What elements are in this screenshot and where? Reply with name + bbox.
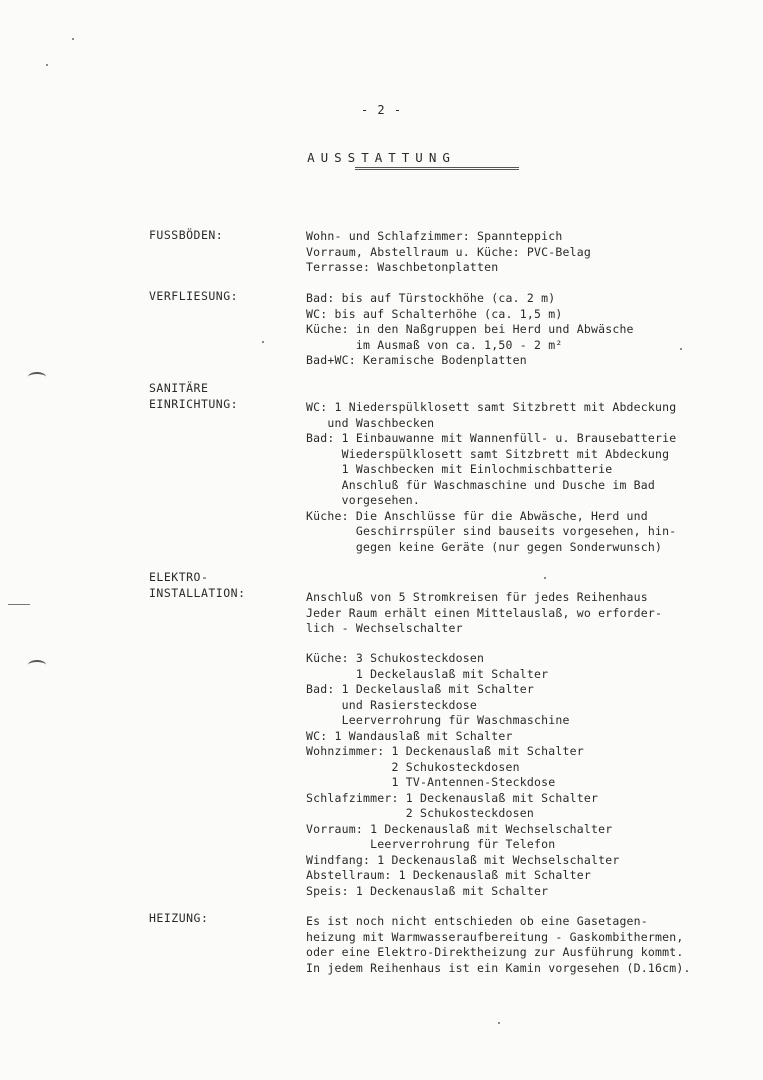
section-content (306, 651, 736, 899)
text-line: 2 Schukosteckdosen (306, 759, 520, 774)
text-line: Küche: 3 Schukosteckdosen (306, 651, 485, 665)
text-line: und Rasiersteckdose (306, 697, 477, 712)
text-line: Es ist noch nicht entschieden ob eine Gasetagen- (306, 914, 648, 928)
scan-speck (680, 348, 682, 350)
text-line: Leerverrohrung für Waschmaschine (306, 713, 570, 727)
text-line: Abstellraum: 1 Deckenauslaß mit Schalter (306, 868, 591, 882)
text-line: lich - Wechselschalter (306, 621, 463, 635)
text-line: Vorraum, Abstellraum u. Küche: PVC-Belag (306, 244, 591, 259)
text-line: heizung mit Warmwasseraufbereitung - Gaskombithermen, (306, 929, 684, 944)
text-line: Bad+WC: Keramische Bodenplatten (306, 353, 527, 367)
text-line: Anschluß von 5 Stromkreisen für jedes Reihenhaus (306, 590, 648, 604)
scan-mark (8, 604, 30, 605)
section-content (306, 914, 736, 976)
text-line: vorgesehen. (306, 493, 420, 507)
text-line: oder eine Elektro-Direktheizung zur Ausführung kommt. (306, 945, 684, 959)
text-line: Bad: 1 Einbauwanne mit Wannenfüll- u. Brausebatterie (306, 431, 677, 445)
section-content (306, 291, 736, 369)
text-line: Bad: bis auf Türstockhöhe (ca. 2 m) (306, 291, 556, 305)
scan-speck (72, 38, 74, 40)
text-line: Anschluß für Waschmaschine und Dusche im Bad (306, 477, 656, 492)
text-line: Terrasse: Waschbetonplatten (306, 260, 499, 274)
document-title: AUSSTATTUNG (307, 150, 456, 165)
text-line: Windfang: 1 Deckenauslaß mit Wechselschalter (306, 852, 620, 867)
text-line: 1 TV-Antennen-Steckdose (306, 775, 556, 789)
section-label: SANITÄRE EINRICHTUNG: (149, 381, 239, 411)
scan-speck (498, 1022, 500, 1024)
text-line: WC: 1 Wandauslaß mit Schalter (306, 728, 513, 743)
text-line: 1 Waschbecken mit Einlochmischbatterie (306, 462, 613, 476)
title-underline (355, 167, 519, 170)
text-line: Speis: 1 Deckenauslaß mit Schalter (306, 883, 549, 898)
text-line: Leerverrohrung für Telefon (306, 837, 556, 851)
scan-speck (544, 577, 546, 579)
text-line: und Waschbecken (306, 415, 435, 430)
text-line: Wohn- und Schlafzimmer: Spannteppich (306, 229, 563, 243)
scan-mark (28, 372, 46, 382)
section-content (306, 400, 736, 555)
text-line: Küche: in den Naßgruppen bei Herd und Abwäsche (306, 322, 634, 336)
text-line: In jedem Reihenhaus ist ein Kamin vorgesehen (D.16cm). (306, 960, 691, 975)
text-line: 2 Schukosteckdosen (306, 806, 534, 820)
scan-speck (262, 341, 264, 343)
text-line: Vorraum: 1 Deckenauslaß mit Wechselschalter (306, 821, 613, 836)
text-line: Geschirrspüler sind bauseits vorgesehen, hin- (306, 524, 677, 538)
section-content (306, 229, 736, 276)
text-line: WC: 1 Niederspülklosett samt Sitzbrett mit Abdeckung (306, 400, 677, 414)
text-line: Schlafzimmer: 1 Deckenauslaß mit Schalter (306, 790, 599, 805)
text-line: Wohnzimmer: 1 Deckenauslaß mit Schalter (306, 744, 584, 758)
text-line: WC: bis auf Schalterhöhe (ca. 1,5 m) (306, 306, 563, 321)
text-line: Wiederspülklosett samt Sitzbrett mit Abdeckung (306, 446, 670, 461)
text-line: Jeder Raum erhält einen Mittelauslaß, wo erforder- (306, 605, 663, 620)
text-line: im Ausmaß von ca. 1,50 - 2 m² (306, 337, 563, 352)
section-label: HEIZUNG: (149, 911, 209, 925)
page-number: - 2 - (360, 103, 403, 117)
text-line: Küche: Die Anschlüsse für die Abwäsche, Herd und (306, 508, 648, 523)
text-line: gegen keine Geräte (nur gegen Sonderwunsch) (306, 539, 663, 554)
section-label: FUSSBÖDEN: (149, 228, 224, 242)
scan-speck (46, 64, 48, 66)
scan-mark (28, 660, 46, 670)
text-line: Bad: 1 Deckelauslaß mit Schalter (306, 682, 534, 696)
section-intro (306, 590, 736, 637)
text-line: 1 Deckelauslaß mit Schalter (306, 666, 549, 681)
section-label: ELEKTRO- INSTALLATION: (149, 570, 246, 600)
section-label: VERFLIESUNG: (149, 289, 239, 303)
